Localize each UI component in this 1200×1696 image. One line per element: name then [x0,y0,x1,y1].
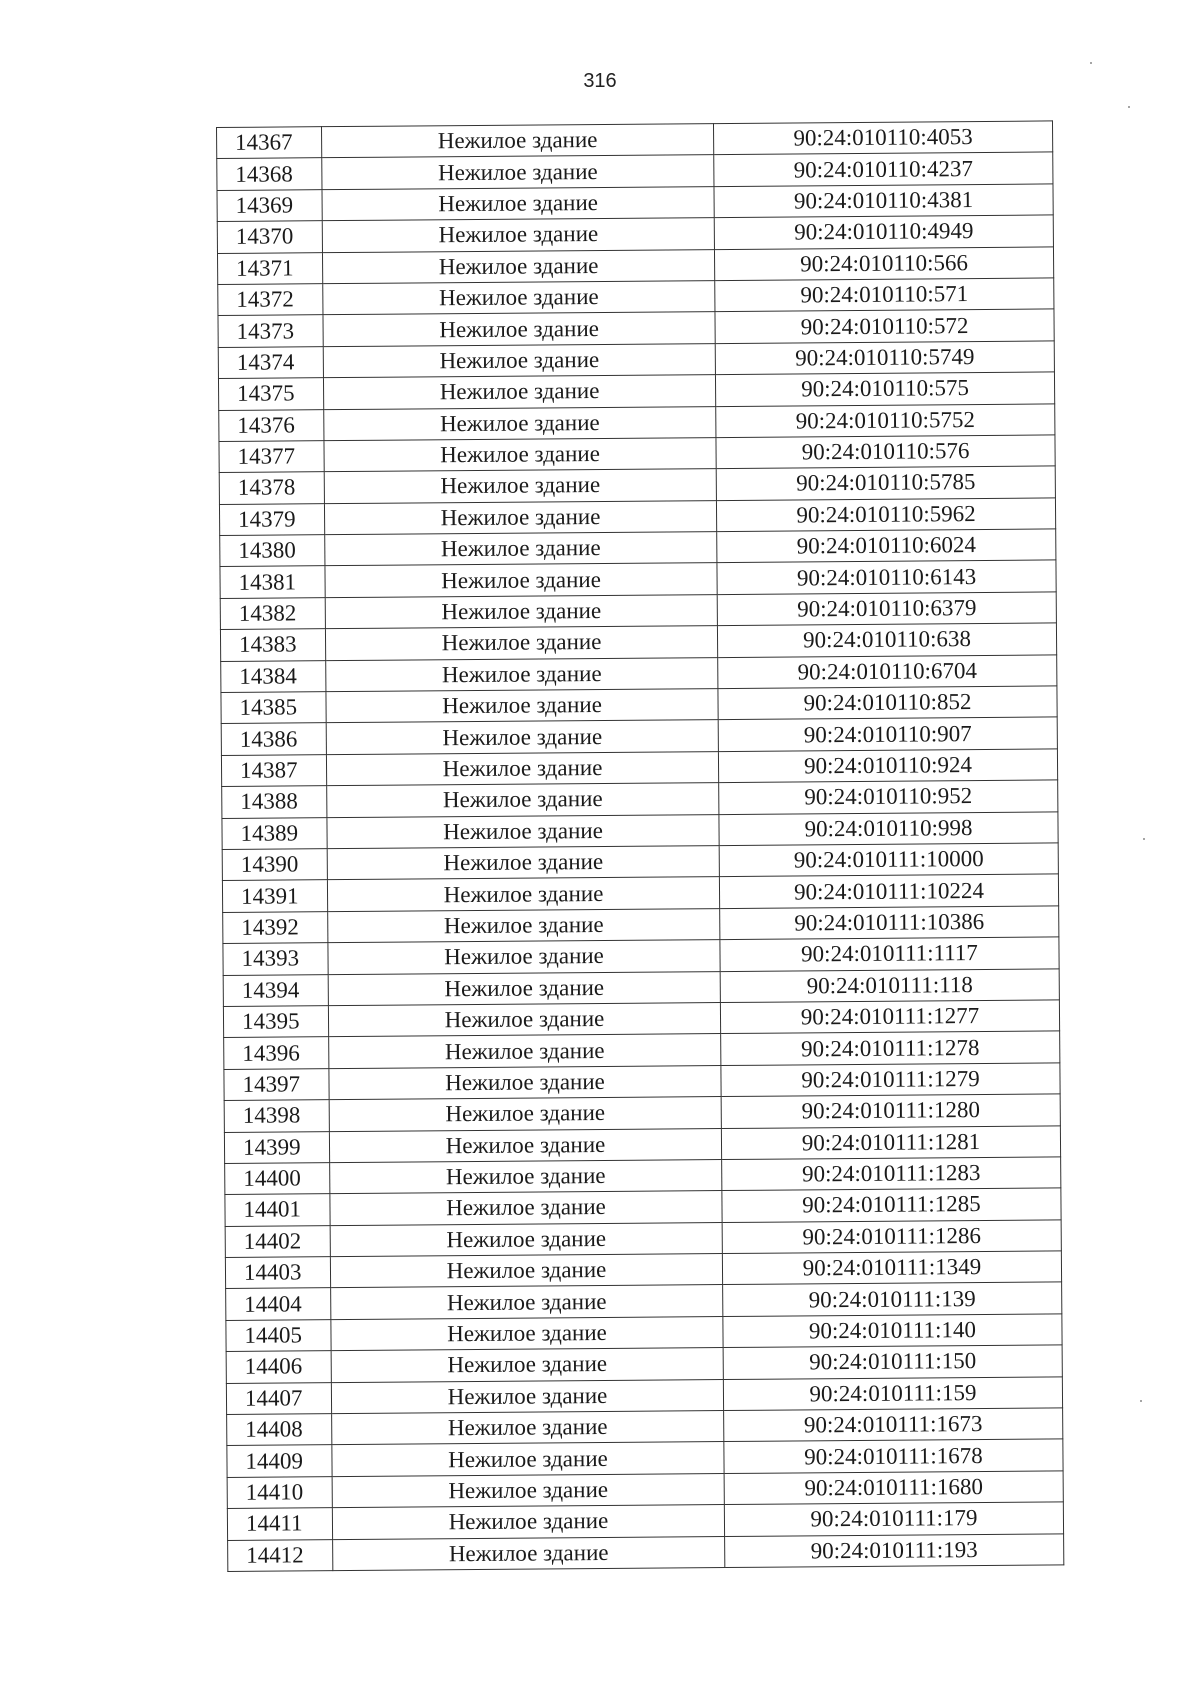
row-number-cell: 14386 [221,723,326,755]
row-number-cell: 14397 [224,1068,329,1100]
cadastral-number-cell: 90:24:010110:4053 [713,121,1052,155]
row-number-cell: 14376 [219,409,324,441]
cadastral-number-cell: 90:24:010111:139 [723,1282,1062,1316]
scan-speck [1090,62,1092,64]
object-type-cell: Нежилое здание [329,1065,721,1099]
cadastral-number-cell: 90:24:010111:179 [724,1502,1063,1536]
object-type-cell: Нежилое здание [328,971,720,1005]
object-type-cell: Нежилое здание [328,1003,720,1037]
row-number-cell: 14370 [217,221,322,253]
cadastral-number-cell: 90:24:010111:1277 [720,1000,1059,1034]
object-type-cell: Нежилое здание [330,1222,722,1256]
cadastral-number-cell: 90:24:010111:1281 [721,1125,1060,1159]
cadastral-number-cell: 90:24:010111:1117 [720,937,1059,971]
row-number-cell: 14377 [219,441,324,473]
scan-speck [1143,838,1145,840]
object-type-cell: Нежилое здание [324,406,716,440]
row-number-cell: 14399 [224,1131,329,1163]
row-number-cell: 14403 [225,1257,330,1289]
cadastral-number-cell: 90:24:010110:998 [719,812,1058,846]
object-type-cell: Нежилое здание [329,1034,721,1068]
row-number-cell: 14383 [220,629,325,661]
row-number-cell: 14395 [223,1006,328,1038]
scan-speck [1140,1400,1142,1402]
cadastral-number-cell: 90:24:010111:10000 [719,843,1058,877]
row-number-cell: 14375 [218,378,323,410]
cadastral-number-cell: 90:24:010111:150 [723,1345,1062,1379]
object-type-cell: Нежилое здание [332,1442,724,1476]
cadastral-number-cell: 90:24:010111:159 [723,1377,1062,1411]
row-number-cell: 14401 [225,1194,330,1226]
object-type-cell: Нежилое здание [327,783,719,817]
row-number-cell: 14404 [226,1288,331,1320]
cadastral-number-cell: 90:24:010110:6143 [717,560,1056,594]
row-number-cell: 14387 [221,754,326,786]
table-body [217,121,1064,1571]
cadastral-number-cell: 90:24:010111:1673 [724,1408,1063,1442]
object-type-cell: Нежилое здание [323,281,715,315]
cadastral-number-cell: 90:24:010111:1278 [721,1031,1060,1065]
row-number-cell: 14371 [217,252,322,284]
object-type-cell: Нежилое здание [326,689,718,723]
object-type-cell: Нежилое здание [331,1379,723,1413]
row-number-cell: 14389 [222,817,327,849]
cadastral-number-cell: 90:24:010110:566 [714,246,1053,280]
object-type-cell: Нежилое здание [331,1285,723,1319]
object-type-cell: Нежилое здание [329,1128,721,1162]
object-type-cell: Нежилое здание [327,846,719,880]
row-number-cell: 14369 [217,189,322,221]
object-type-cell: Нежилое здание [322,249,714,283]
object-type-cell: Нежилое здание [327,877,719,911]
cadastral-number-cell: 90:24:010111:1286 [722,1220,1061,1254]
row-number-cell: 14372 [218,284,323,316]
object-type-cell: Нежилое здание [323,343,715,377]
row-number-cell: 14390 [222,849,327,881]
cadastral-number-cell: 90:24:010111:1279 [721,1063,1060,1097]
row-number-cell: 14412 [228,1539,333,1571]
cadastral-number-cell: 90:24:010110:4381 [714,184,1053,218]
row-number-cell: 14411 [227,1508,332,1540]
cadastral-number-cell: 90:24:010110:6704 [718,655,1057,689]
cadastral-number-cell: 90:24:010110:5752 [716,403,1055,437]
cadastral-number-cell: 90:24:010111:10224 [719,874,1058,908]
cadastral-number-cell: 90:24:010111:1680 [724,1471,1063,1505]
row-number-cell: 14408 [227,1414,332,1446]
property-table [216,120,1064,1571]
cadastral-number-cell: 90:24:010111:140 [723,1314,1062,1348]
object-type-cell: Нежилое здание [322,124,714,158]
object-type-cell: Нежилое здание [322,155,714,189]
object-type-cell: Нежилое здание [324,437,716,471]
page-number: 316 [583,70,617,92]
row-number-cell: 14380 [220,535,325,567]
object-type-cell: Нежилое здание [327,814,719,848]
object-type-cell: Нежилое здание [329,1097,721,1131]
object-type-cell: Нежилое здание [330,1159,722,1193]
object-type-cell: Нежилое здание [330,1191,722,1225]
cadastral-number-cell: 90:24:010110:571 [715,278,1054,312]
object-type-cell: Нежилое здание [322,186,714,220]
object-type-cell: Нежилое здание [326,751,718,785]
cadastral-number-cell: 90:24:010110:924 [718,749,1057,783]
row-number-cell: 14391 [222,880,327,912]
row-number-cell: 14392 [223,911,328,943]
object-type-cell: Нежилое здание [328,908,720,942]
object-type-cell: Нежилое здание [331,1316,723,1350]
cadastral-number-cell: 90:24:010110:907 [718,717,1057,751]
row-number-cell: 14381 [220,566,325,598]
cadastral-number-cell: 90:24:010110:572 [715,309,1054,343]
object-type-cell: Нежилое здание [332,1473,724,1507]
cadastral-number-cell: 90:24:010110:576 [716,435,1055,469]
row-number-cell: 14396 [224,1037,329,1069]
row-number-cell: 14367 [217,127,322,159]
object-type-cell: Нежилое здание [333,1536,725,1570]
object-type-cell: Нежилое здание [324,500,716,534]
cadastral-number-cell: 90:24:010110:852 [718,686,1057,720]
cadastral-number-cell: 90:24:010111:10386 [720,906,1059,940]
row-number-cell: 14374 [218,346,323,378]
row-number-cell: 14393 [223,943,328,975]
row-number-cell: 14398 [224,1100,329,1132]
object-type-cell: Нежилое здание [326,720,718,754]
cadastral-number-cell: 90:24:010111:1283 [722,1157,1061,1191]
cadastral-number-cell: 90:24:010110:4237 [714,152,1053,186]
object-type-cell: Нежилое здание [322,218,714,252]
row-number-cell: 14368 [217,158,322,190]
row-number-cell: 14378 [219,472,324,504]
cadastral-number-cell: 90:24:010111:1678 [724,1439,1063,1473]
object-type-cell: Нежилое здание [332,1505,724,1539]
cadastral-number-cell: 90:24:010111:1349 [722,1251,1061,1285]
row-number-cell: 14406 [226,1351,331,1383]
object-type-cell: Нежилое здание [328,940,720,974]
object-type-cell: Нежилое здание [325,626,717,660]
cadastral-number-cell: 90:24:010110:5785 [716,466,1055,500]
cadastral-number-cell: 90:24:010111:193 [725,1533,1064,1567]
cadastral-number-cell: 90:24:010111:1280 [721,1094,1060,1128]
cadastral-number-cell: 90:24:010110:5962 [716,498,1055,532]
cadastral-number-cell: 90:24:010111:1285 [722,1188,1061,1222]
object-type-cell: Нежилое здание [326,657,718,691]
row-number-cell: 14409 [227,1445,332,1477]
cadastral-number-cell: 90:24:010110:4949 [714,215,1053,249]
row-number-cell: 14402 [225,1225,330,1257]
row-number-cell: 14382 [220,598,325,630]
object-type-cell: Нежилое здание [332,1411,724,1445]
cadastral-number-cell: 90:24:010110:952 [719,780,1058,814]
cadastral-number-cell: 90:24:010110:638 [717,623,1056,657]
object-type-cell: Нежилое здание [323,375,715,409]
row-number-cell: 14405 [226,1319,331,1351]
row-number-cell: 14410 [227,1476,332,1508]
row-number-cell: 14384 [221,660,326,692]
object-type-cell: Нежилое здание [331,1348,723,1382]
cadastral-number-cell: 90:24:010110:6024 [717,529,1056,563]
table-row [228,1533,1064,1571]
row-number-cell: 14373 [218,315,323,347]
cadastral-number-cell: 90:24:010111:118 [720,968,1059,1002]
object-type-cell: Нежилое здание [325,532,717,566]
object-type-cell: Нежилое здание [323,312,715,346]
cadastral-number-cell: 90:24:010110:6379 [717,592,1056,626]
row-number-cell: 14407 [226,1382,331,1414]
row-number-cell: 14385 [221,692,326,724]
object-type-cell: Нежилое здание [324,469,716,503]
scan-speck [1128,106,1130,108]
object-type-cell: Нежилое здание [325,594,717,628]
cadastral-number-cell: 90:24:010110:575 [715,372,1054,406]
object-type-cell: Нежилое здание [325,563,717,597]
row-number-cell: 14379 [219,503,324,535]
cadastral-number-cell: 90:24:010110:5749 [715,341,1054,375]
object-type-cell: Нежилое здание [330,1254,722,1288]
row-number-cell: 14394 [223,974,328,1006]
row-number-cell: 14400 [225,1163,330,1195]
row-number-cell: 14388 [222,786,327,818]
